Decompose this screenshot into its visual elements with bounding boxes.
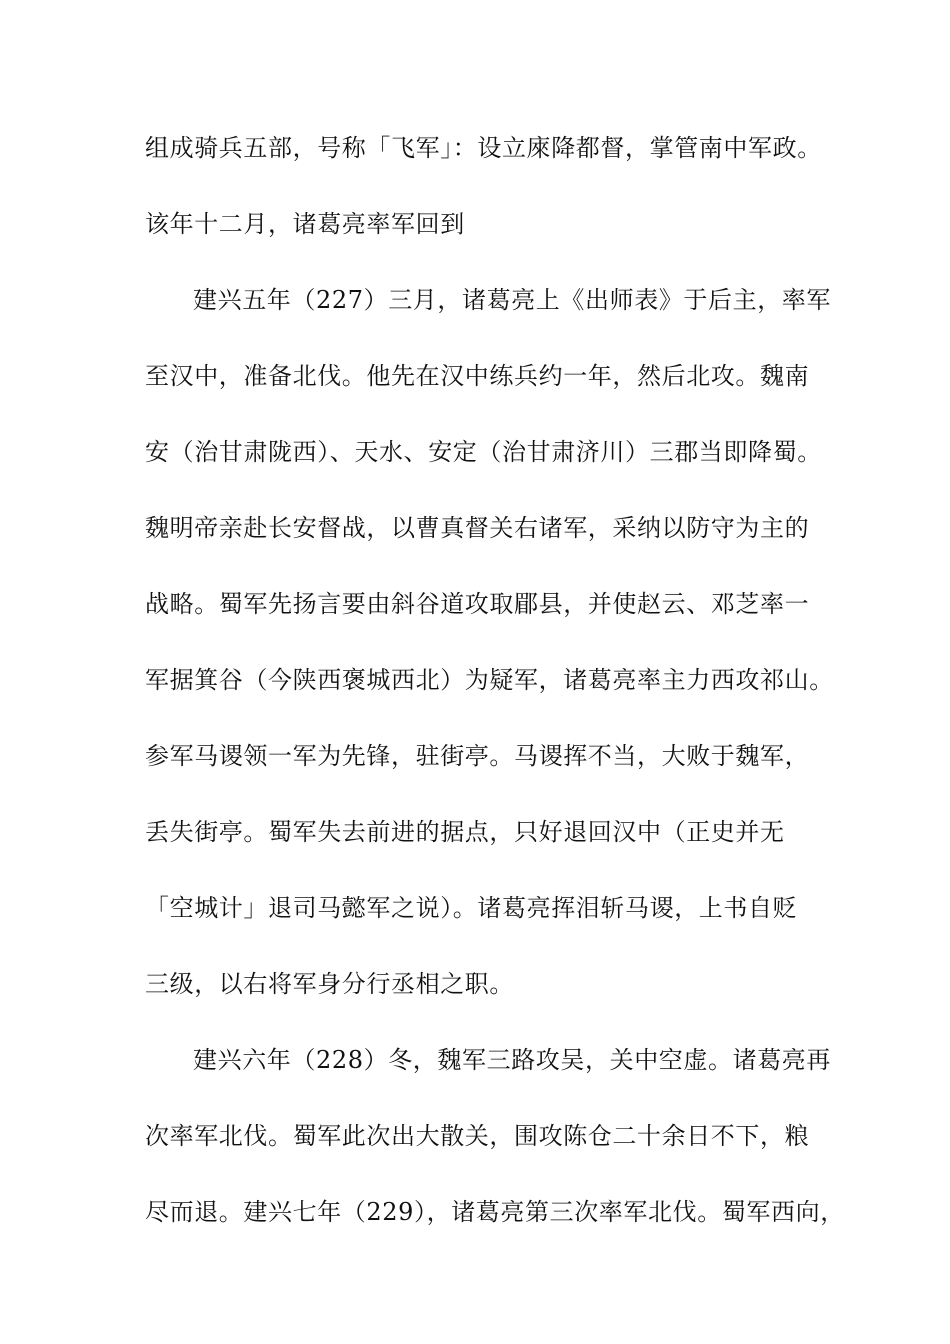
text-line: 三级，以右将军身分行丞相之职。 <box>145 970 514 998</box>
text-line: 该年十二月，诸葛亮率军回到 <box>145 210 465 238</box>
text-line: 尽而退。建兴七年（229），诸葛亮第三次率军北伐。蜀军西向， <box>145 1198 845 1226</box>
text-line: 丢失街亭。蜀军失去前进的据点，只好退回汉中（正史并无 <box>145 818 785 846</box>
paragraph-1 <box>145 129 825 243</box>
text-line: 组成骑兵五部，号称「飞军」：设立庲降都督，掌管南中军政。 <box>145 134 822 162</box>
text-line: 建兴六年（228）冬，魏军三路攻吴，关中空虚。诸葛亮再 <box>193 1046 832 1074</box>
text-line: 次率军北伐。蜀军此次出大散关，围攻陈仓二十余日不下，粮 <box>145 1122 810 1150</box>
paragraph-2 <box>145 281 834 1003</box>
text-line: 战略。蜀军先扬言要由斜谷道攻取郿县，并使赵云、邓芝率一 <box>145 590 810 618</box>
text-line: 魏明帝亲赴长安督战，以曹真督关右诸军，采纳以防守为主的 <box>145 514 810 542</box>
paragraph-3 <box>145 1041 845 1231</box>
text-line: 至汉中，准备北伐。他先在汉中练兵约一年，然后北攻。魏南 <box>145 362 810 390</box>
text-line: 「空城计」退司马懿军之说）。诸葛亮挥泪斩马谡，上书自贬 <box>145 894 798 922</box>
text-line: 军据箕谷（今陕西褒城西北）为疑军，诸葛亮率主力西攻祁山。 <box>145 666 834 694</box>
text-line: 建兴五年（227）三月，诸葛亮上《出师表》于后主，率军 <box>193 286 832 314</box>
text-line: 参军马谡领一军为先锋，驻街亭。马谡挥不当，大败于魏军， <box>145 742 810 770</box>
document-body <box>145 129 845 1231</box>
text-line: 安（治甘肃陇西）、天水、安定（治甘肃济川）三郡当即降蜀。 <box>145 438 822 466</box>
